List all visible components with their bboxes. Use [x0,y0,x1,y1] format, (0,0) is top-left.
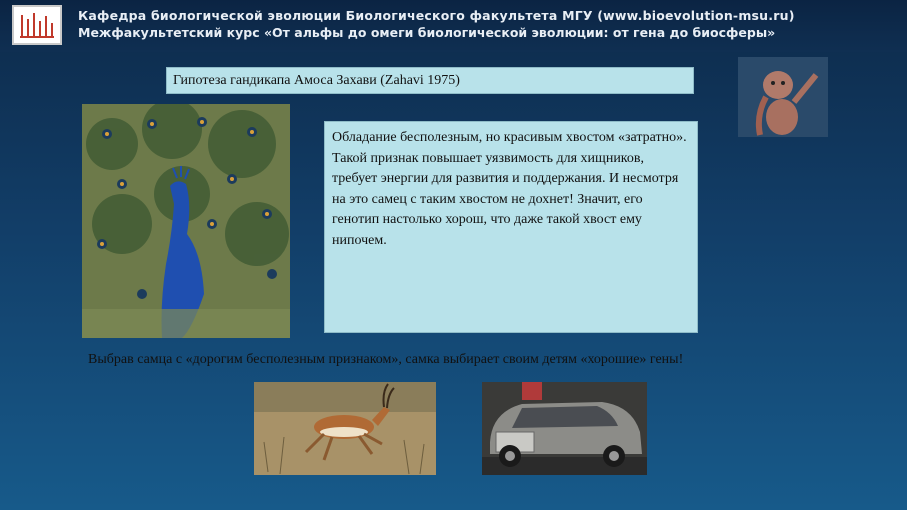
slide-title: Гипотеза гандикапа Амоса Захави (Zahavi 1975) [166,67,694,94]
creature-figurine-photo [738,57,828,137]
header-line-1: Кафедра биологической эволюции Биологического факультета МГУ (www.bioevolution-msu.ru) [78,8,795,23]
slide-header [0,0,907,52]
conclusion-text: Выбрав самца с «дорогим бесполезным признаком», самка выбирает своим детям «хорошие» гены! [88,352,684,367]
header-line-2: Межфакультетский курс «От альфы до омеги биологической эволюции: от гена до биосферы» [78,25,776,40]
luxury-car-photo [482,382,647,475]
antelope-photo [254,382,436,475]
peacock-photo [82,104,290,338]
department-logo [12,5,62,45]
explanation-text: Обладание бесполезным, но красивым хвостом «затратно». Такой признак повышает уязвимость для хищников, требует энергии для развития и поддержания. И несмотря на это самец с таким хвостом не дохнет! Значит, его генотип настолько хорош, что даже такой хвост ему нипочем. [324,121,698,333]
